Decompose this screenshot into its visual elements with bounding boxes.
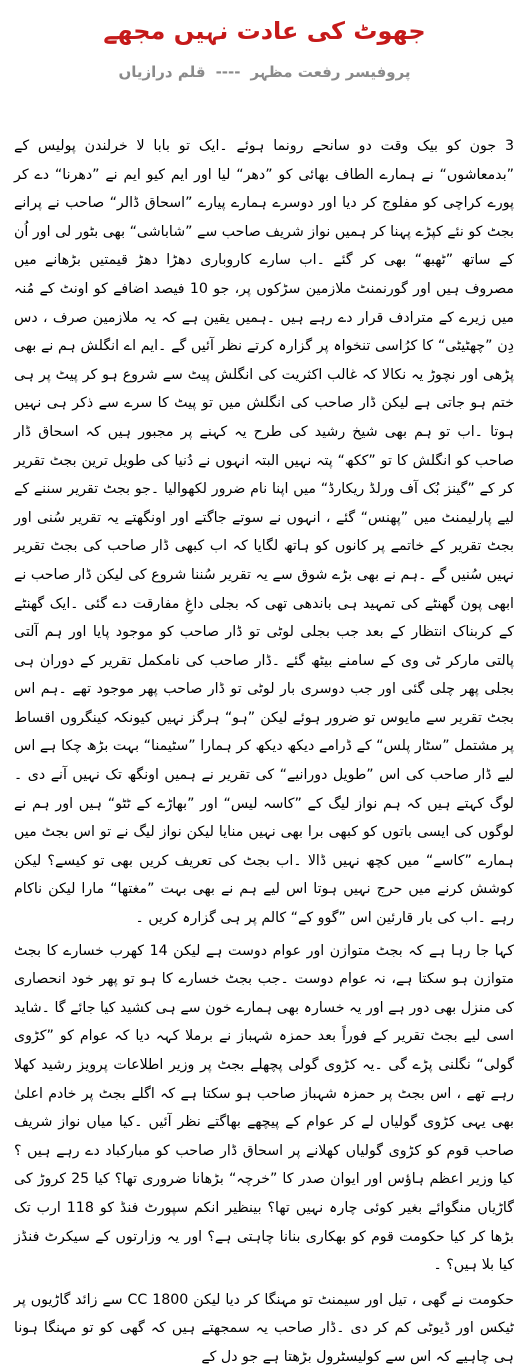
paragraph-2: کہا جا رہا ہے کہ بجٹ متوازن اور عوام دوست ہے لیکن 14 کھرب خسارے کا بجٹ متوازن ہو سکتا ہے، نہ عوام دوست ۔جب بجٹ خسارے کا ہو تو پھر خود انحصاری کی منزل بھی دور ہے اور یہ خسارہ بھی ہمارے خون سے ہی کشید کیا جائے گا ۔شاید اسی لیے بجٹ تقریر کے فوراً بعد حمزہ شہباز نے برملا کہہ دیا کہ عوام کو ”کڑوی گولی“ نگلنی پڑے گی ۔یہ کڑوی گولی پچھلے بجٹ پر وزیر اطلاعات پرویز رشید کھلا رہے تھے ، اس بجٹ پر حمزہ شہباز صاحب ہو سکتا ہے کہ اگلے بجٹ پر خادم اعلیٰ بھی یہی کڑوی گولیاں لے کر عوام کے پیچھے بھاگتے نظر آئیں ۔کیا میاں نواز شریف صاحب قوم کو کڑوی گولیاں کھلانے پر اسحاق ڈار صاحب کو مبارکباد دے رہے ہیں ؟ کیا وزیر اعظم ہاؤس اور ایوان صدر کا ”خرچہ“ بڑھانا ضروری تھا؟ کیا 25 کروڑ کی گاڑیاں منگوائے بغیر کوئی چارہ نہیں تھا؟ بینظیر انکم سپورٹ فنڈ کو 118 ارب تک بڑھا کر کیا حکومت قوم کو بھکاری بنانا چاہتی ہے؟ اور یہ وزارتوں کے سیکرٹ فنڈز کیا بلا ہیں؟ ۔ [14,942,514,1274]
paragraph-3: حکومت نے گھی ، تیل اور سیمنٹ تو مہنگا کر دیا لیکن 1800 CC سے زائد گاڑیوں پر ٹیکس اور ڈیوٹی کم کر دی ۔ڈار صاحب یہ سمجھتے ہیں کہ گھی کو تو مہنگا ہونا ہی چاہیے کہ اس سے کولیسٹرول بڑھتا ہے جو دل کے [14,1291,514,1365]
byline [0,60,529,84]
byline-separator: ---- [215,63,241,81]
article-body [14,132,514,1372]
column-name: قلم درازیاں [118,63,206,81]
author-name: پروفیسر رفعت مظہر [250,63,411,81]
article-title: جھوٹ کی عادت نہیں مجھے [103,17,426,45]
paragraph-1: 3 جون کو بیک وقت دو سانحے رونما ہوئے ۔ایک تو بابا لا خرلندن پولیس کے ”بدمعاشوں“ نے ہمارے الطاف بھائی کو ”دھر“ لیا اور ایم کیو ایم نے ”دھرنا“ دے کر پورے کراچی کو مفلوج کر دیا اور دوسرے ہمارے پیارے ”اسحاق ڈالر“ صاحب نے پرانے بجٹ کو نئے کپڑے پہنا کر ہمیں نواز شریف صاحب سے ”شاباشی“ بھی بٹور لی اور اُن کے ساتھ ”ٹھبھ“ بھی کر گئے ۔اب سارے کاروباری دھڑا دھڑ قیمتیں بڑھانے میں مصروف ہیں اور گورنمنٹ ملازمین سڑکوں پر، جو 10 فیصد اضافے کو اونٹ کے مُنہ میں زیرے کے مترادف قرار دے رہے ہیں ۔ہمیں یقین ہے کہ یہ ملازمین صرف ، دس دِن ”چھٹیٹی“ کا کرُاسی تنخواہ پر گزارہ کرتے نظر آئیں گے ۔ایم اے انگلش ہم نے بھی پڑھی اور نچوڑ یہ نکالا کہ غالب اکثریت کی انگلش پیٹ سے شروع ہو کر پیٹ پر ہی ختم ہو جاتی ہے لیکن ڈار صاحب کی انگلش میں تو پیٹ کا سرے سے ذکر ہی نہیں ہوتا ۔اب تو ہم بھی شیخ رشید کی طرح یہ کہنے پر مجبور ہیں کہ اسحاق ڈار صاحب کو انگلش کا تو ”ککھ“ پتہ نہیں البتہ انہوں نے دُنیا کی طویل ترین بجٹ تقریر کر کے ”گینز بُک آف ورلڈ ریکارڈ“ میں اپنا نام ضرور لکھوالیا ۔جو بجٹ تقریر سننے کے لیے پارلیمنٹ میں ”پھنس“ گئے ، انہوں نے سوتے جاگتے اور اونگھتے یہ تقریر سُنی اور بجٹ تقریر کے خاتمے پر کانوں کو ہاتھ لگایا کہ اب کبھی ڈار صاحب کی بجٹ تقریر نہیں سُنیں گے ۔ہم نے بھی بڑے شوق سے یہ تقریر سُننا شروع کی لیکن ڈار صاحب نے ابھی پون گھنٹے کی تمہید ہی باندھی تھی کہ بجلی داغِ مفارقت دے گئی ۔ایک گھنٹے کے کربناک انتظار کے بعد جب بجلی لوٹی تو ڈار صاحب کو موجود پایا اور ہم آلتی پالتی مارکر ٹی وی کے سامنے بیٹھ گئے ۔ڈار صاحب کی نامکمل تقریر کے دوران ہی بجلی پھر چلی گئی اور جب دوسری بار لوٹی تو ڈار صاحب پھر موجود تھے ۔ہم اس بجٹ تقریر سے مایوس تو ضرور ہوئے لیکن ”ہو“ ہرگز نہیں کیونکہ کینگروں اقساط پر مشتمل ”سٹار پلس“ کے ڈرامے دیکھ دیکھ کر ہمارا ”سٹیمنا“ بہت بڑھ چکا ہے اس لیے ڈار صاحب کی اس ”طویل دورانیے“ کی تقریر نے ہمیں اونگھ تک نہیں آنے دی ۔لوگ کہتے ہیں کہ ہم نواز لیگ کے ”کاسہ لیس“ اور ”بھاڑے کے ٹٹو“ ہیں اور ہم نے لوگوں کی ایسی باتوں کو کبھی برا بھی نہیں منایا لیکن نواز لیگ نے تو اس بجٹ میں ہمارے ”کاسے“ میں کچھ نہیں ڈالا ۔اب بجٹ کی تعریف کریں بھی تو کیسے؟ لیکن کوشش کرنے میں حرج نہیں ہوتا اس لیے ہم نے بھی بہت ”مغتھا“ مارا لیکن ناکام رہے ۔اب کی بار قارئین اس ”گوو کے“ کالم پر ہی گزارہ کریں ۔ [14,138,515,927]
